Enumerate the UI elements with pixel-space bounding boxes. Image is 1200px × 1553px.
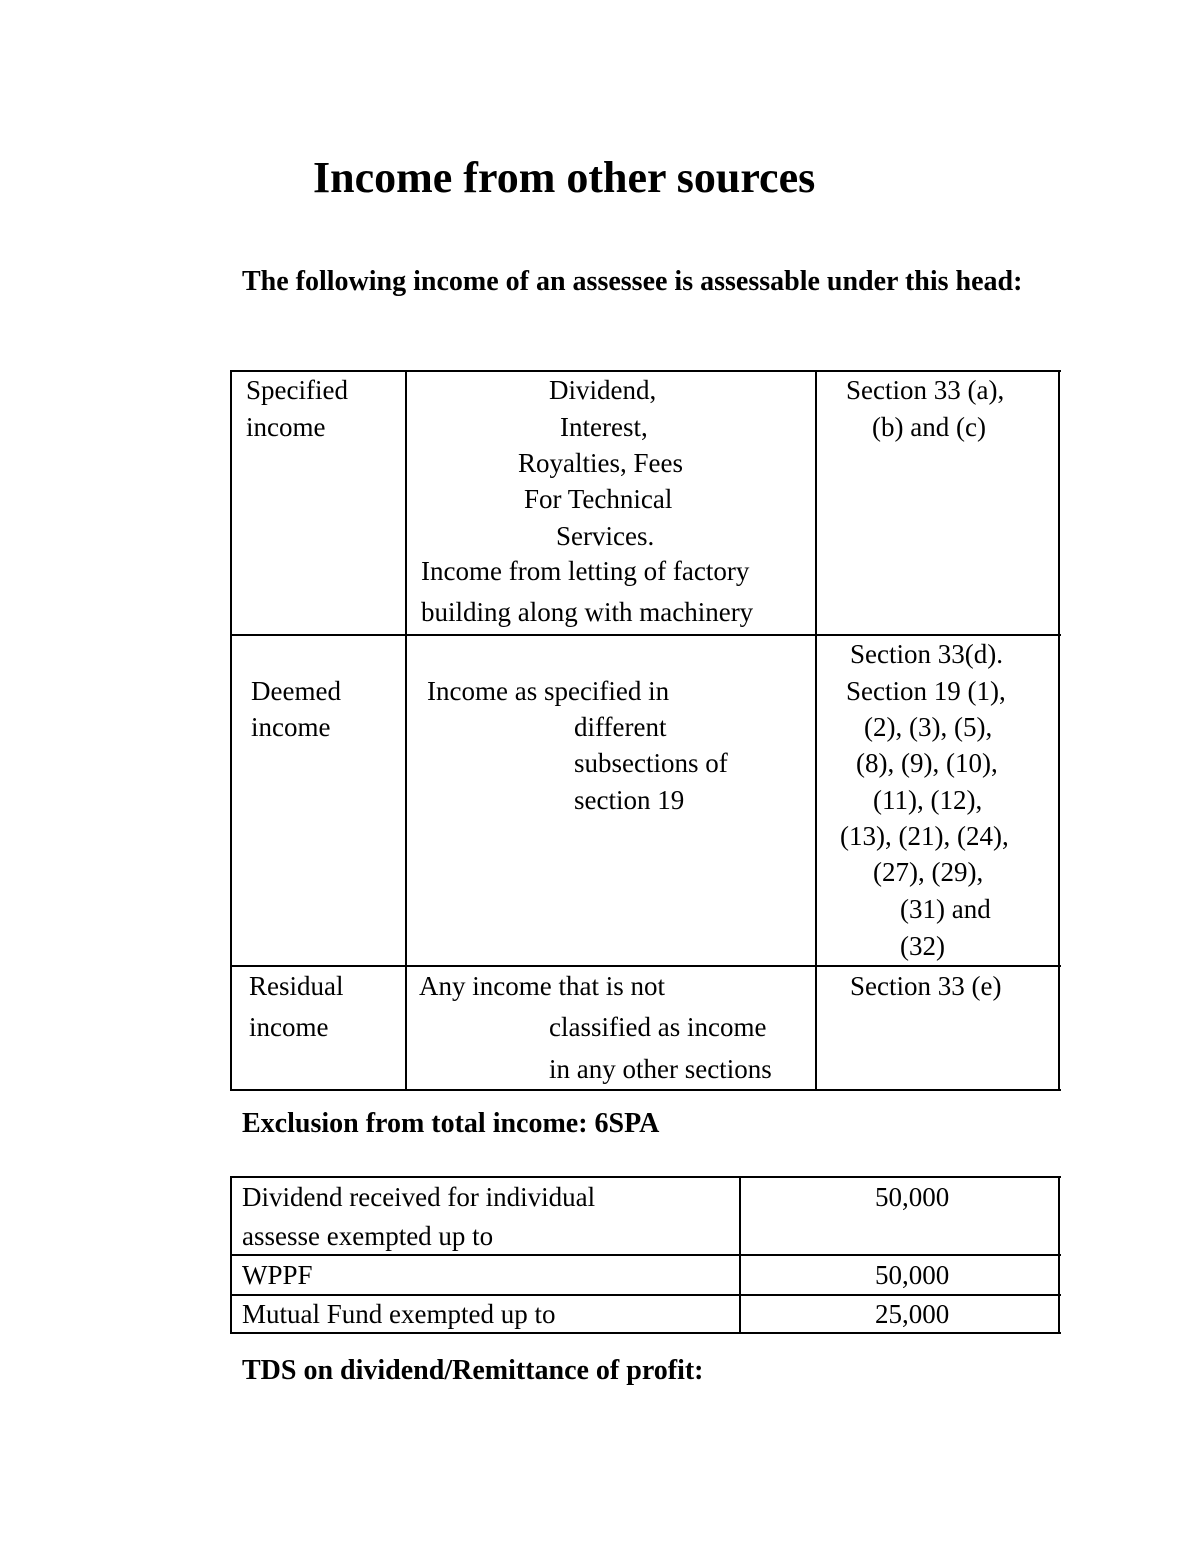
exclusion-amount-cell: 25,000	[875, 1299, 950, 1329]
description-cell: section 19	[574, 785, 685, 815]
section-cell: (11), (12),	[873, 785, 983, 815]
description-cell: Any income that is not	[419, 971, 665, 1001]
exclusion-item-cell: assesse exempted up to	[242, 1221, 494, 1251]
table-border	[405, 370, 407, 1091]
exclusion-item-cell: Mutual Fund exempted up to	[242, 1299, 556, 1329]
description-cell: classified as income	[549, 1012, 767, 1042]
description-cell: Income as specified in	[427, 676, 670, 706]
table-border	[230, 1332, 1061, 1334]
section-cell: Section 33 (e)	[850, 971, 1002, 1001]
table-border	[230, 1176, 1061, 1178]
table-border	[230, 370, 232, 1091]
table-border	[1058, 370, 1060, 1091]
category-cell: income	[251, 712, 331, 742]
section-cell: Section 33 (a),	[846, 375, 1005, 405]
exclusion-amount-cell: 50,000	[875, 1182, 950, 1212]
category-cell: Residual	[249, 971, 344, 1001]
description-cell: For Technical	[524, 484, 673, 514]
section-cell: (13), (21), (24),	[840, 821, 1009, 851]
section-cell: (b) and (c)	[872, 412, 986, 442]
table-border	[1058, 1176, 1060, 1334]
description-cell: Royalties, Fees	[518, 448, 683, 478]
table-border	[815, 370, 817, 1091]
exclusion-amount-cell: 50,000	[875, 1260, 950, 1290]
section-cell: (2), (3), (5),	[864, 712, 993, 742]
intro-text: The following income of an assessee is assessable under this head:	[242, 266, 1023, 297]
exclusion-item-cell: WPPF	[242, 1260, 313, 1290]
category-cell: income	[249, 1012, 329, 1042]
description-cell: Dividend,	[549, 375, 657, 405]
table-border	[739, 1176, 741, 1334]
page-title: Income from other sources	[313, 153, 816, 202]
section-cell: Section 33(d).	[850, 639, 1003, 669]
table-border	[230, 1089, 1061, 1091]
category-cell: Deemed	[251, 676, 341, 706]
section-cell: (32)	[900, 931, 945, 961]
table-border	[230, 965, 1061, 967]
description-cell: Interest,	[560, 412, 648, 442]
category-cell: income	[246, 412, 326, 442]
description-cell: in any other sections	[549, 1054, 772, 1084]
table-border	[230, 1254, 1061, 1256]
description-cell: Services.	[556, 521, 655, 551]
exclusion-item-cell: Dividend received for individual	[242, 1182, 596, 1212]
tds-heading: TDS on dividend/Remittance of profit:	[242, 1355, 704, 1386]
description-cell: subsections of	[574, 748, 728, 778]
description-cell: Income from letting of factory	[421, 556, 750, 586]
description-cell: building along with machinery	[421, 597, 754, 627]
section-cell: (31) and	[900, 894, 991, 924]
category-cell: Specified	[246, 375, 348, 405]
description-cell: different	[574, 712, 667, 742]
section-cell: (8), (9), (10),	[856, 748, 998, 778]
exclusion-heading: Exclusion from total income: 6SPA	[242, 1108, 660, 1139]
table-border	[230, 1176, 232, 1334]
section-cell: Section 19 (1),	[846, 676, 1006, 706]
section-cell: (27), (29),	[873, 857, 984, 887]
